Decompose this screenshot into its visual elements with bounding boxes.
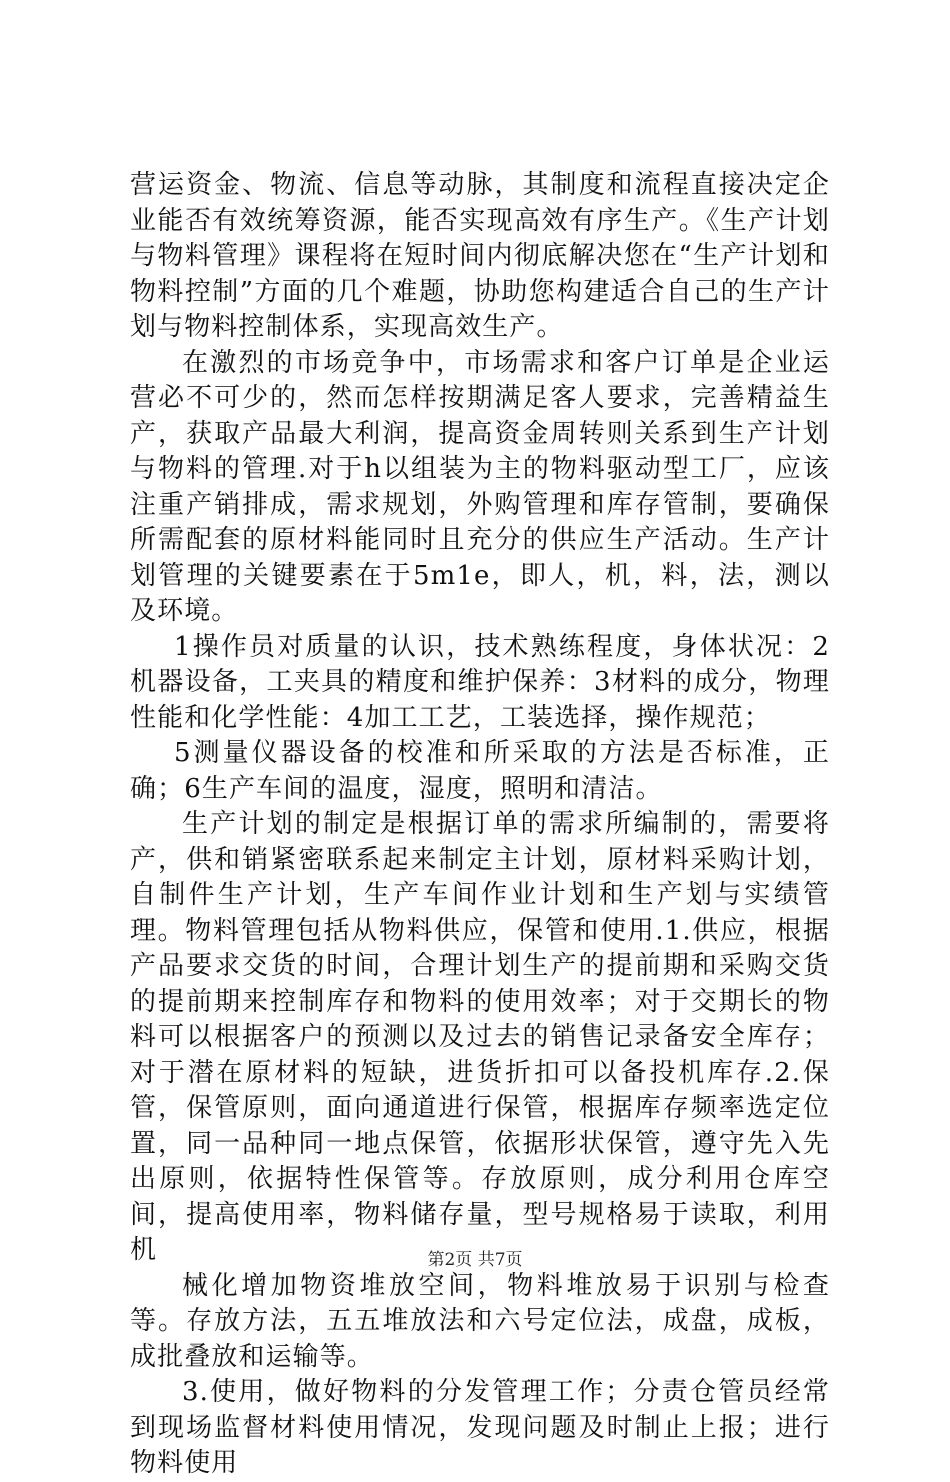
paragraph-6: 械化增加物资堆放空间，物料堆放易于识别与检查等。存放方法，五五堆放法和六号定位法，成盘，成板，成批叠放和运输等。 [130, 1270, 830, 1372]
body-text [130, 168, 830, 1482]
paragraph-2: 在激烈的市场竞争中，市场需求和客户订单是企业运营必不可少的，然而怎样按期满足客人要求，完善精益生产，获取产品最大利润，提高资金周转则关系到生产计划与物料的管理.对于h以组装为主的物料驱动型工厂，应该注重产销排成，需求规划，外购管理和库存管制，要确保所需配套的原材料能同时且充分的供应生产活动。生产计划管理的关键要素在于5m1e，即人，机，料，法，测以及环境。 [130, 347, 830, 626]
paragraph-3: 1操作员对质量的认识，技术熟练程度，身体状况：2机器设备，工夹具的精度和维护保养：3材料的成分，物理性能和化学性能：4加工工艺，工装选择，操作规范； [130, 631, 830, 733]
paragraph-1: 营运资金、物流、信息等动脉，其制度和流程直接决定企业能否有效统筹资源，能否实现高效有序生产。《生产计划与物料管理》课程将在短时间内彻底解决您在“生产计划和物料控制”方面的几个难题，协助您构建适合自己的生产计划与物料控制体系，实现高效生产。 [130, 170, 830, 342]
paragraph-5: 生产计划的制定是根据订单的需求所编制的，需要将产，供和销紧密联系起来制定主计划，原材料采购计划，自制件生产计划，生产车间作业计划和生产划与实绩管理。物料管理包括从物料供应，保管和使用.1.供应，根据产品要求交货的时间，合理计划生产的提前期和采购交货的提前期来控制库存和物料的使用效率；对于交期长的物料可以根据客户的预测以及过去的销售记录备安全库存；对于潜在原材料的短缺，进货折扣可以备投机库存.2.保管，保管原则，面向通道进行保管，根据库存频率选定位置，同一品种同一地点保管，依据形状保管，遵守先入先出原则，依据特性保管等。存放原则，成分利用仓库空间，提高使用率，物料储存量，型号规格易于读取，利用机 [130, 809, 830, 1265]
paragraph-4: 5测量仪器设备的校准和所采取的方法是否标准，正确；6生产车间的温度，湿度，照明和清洁。 [130, 738, 830, 804]
page-number-footer: 第2页 共7页 [427, 1250, 523, 1270]
paragraph-7: 3.使用，做好物料的分发管理工作；分责仓管员经常到现场监督材料使用情况，发现问题及时制止上报；进行物料使用 [130, 1377, 830, 1478]
